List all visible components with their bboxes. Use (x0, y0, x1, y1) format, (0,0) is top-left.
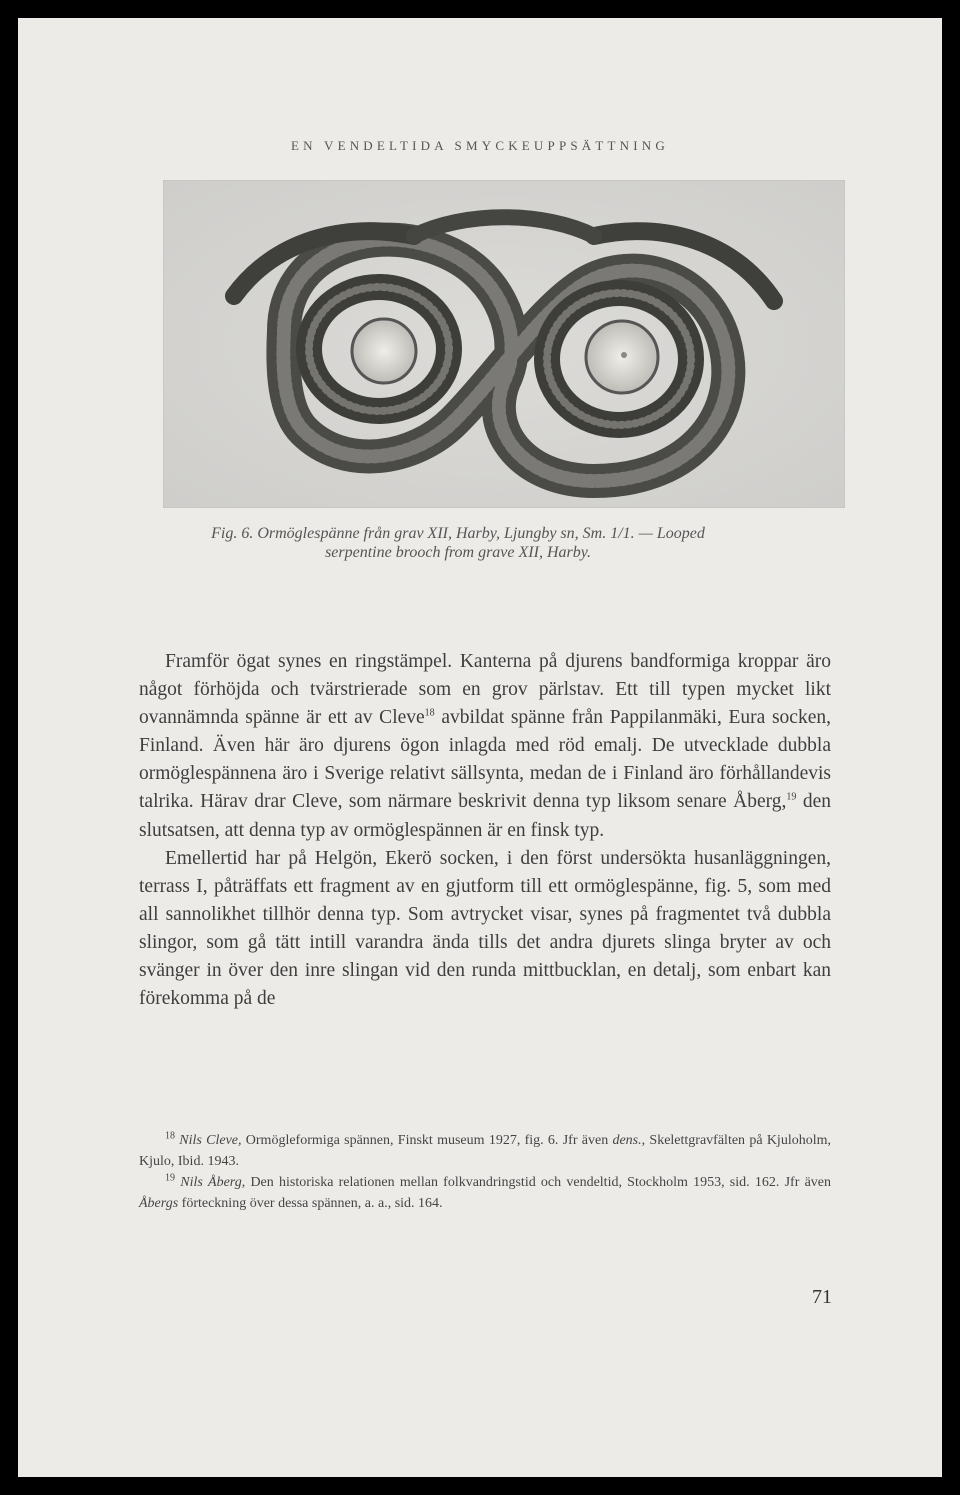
caption-swedish: Fig. 6. Ormöglespänne från grav XII, Harby, Ljungby sn, Sm. 1/1. (211, 525, 635, 542)
paragraph-1-part-b: avbildat spänne från Pappilanmäki, Eura socken, Finland. Även här äro djurens ögon inlagda med röd emalj. De utvecklade dubbla ormöglespännena äro i Sverige relativt sällsynta, medan de i Finland äro förhållandevis talrika. Härav drar Cleve, som närmare beskrivit denna typ liksom senare Åberg, (139, 707, 831, 813)
footnote-italic: dens. (612, 1133, 642, 1148)
book-page (18, 18, 942, 1477)
page-number: 71 (812, 1286, 832, 1308)
paragraph-2: Emellertid har på Helgön, Ekerö socken, i den först undersökta husanläggningen, terrass I, påträffats ett fragment av en gjutform till ett ormöglespänne, fig. 5, som med all sannolikhet tillhör denna typ. Som avtrycket visar, synes på fragmentet två dubbla slingor, som gå tätt intill varandra ända tills det andra djurets slinga bryter av och svänger in över den inre slingan vid den runda mittbucklan, en detalj, som enbart kan förekomma på de (139, 847, 831, 1010)
figure-caption (193, 524, 723, 562)
brooch-photo (163, 180, 845, 508)
footnote-number: 18 (165, 1130, 175, 1142)
paragraph-1-part-a: Framför ögat synes en ringstämpel. Kanterna på djurens bandformiga kroppar äro något förhöjda och tvärstrierade som en grov pärlstav. Ett till typen mycket likt ovannämnda spänne är ett av Cleve (139, 651, 831, 729)
footnote-text: Ormögleformiga spännen, Finskt museum 1927, fig. 6. Jfr även (241, 1133, 613, 1148)
caption-english: Looped serpentine brooch from grave XII, Harby. (325, 525, 705, 561)
footnote-italic: Åbergs (139, 1196, 179, 1211)
footnote-author: Nils Åberg, (180, 1175, 246, 1190)
footnote-18 (139, 1130, 831, 1172)
footnote-number: 19 (165, 1172, 175, 1184)
body-text (139, 648, 831, 1013)
footnote-text-end: , Skelettgravfälten på Kjuloholm, Kjulo, Ibid. 1943. (139, 1133, 831, 1169)
footnote-text: Den historiska relationen mellan folkvandringstid och vendeltid, Stockholm 1953, sid. 162. Jfr även (245, 1175, 832, 1190)
paragraph-1-part-c: den slutsatsen, att denna typ av ormöglespännen är en finsk typ. (139, 791, 832, 841)
footnote-ref-19[interactable]: 19 (786, 791, 797, 803)
footnote-ref-18[interactable]: 18 (424, 707, 435, 719)
footnote-author: Nils Cleve, (179, 1133, 242, 1148)
serpentine-brooch-image (164, 181, 844, 507)
paragraph-1 (139, 648, 831, 845)
footnote-text-end: förteckning över dessa spännen, a. a., sid. 164. (178, 1196, 443, 1211)
footnote-19 (139, 1172, 831, 1214)
running-header: EN VENDELTIDA SMYCKEUPPSÄTTNING (291, 138, 669, 153)
caption-separator: — (634, 525, 657, 542)
footnotes (139, 1130, 831, 1214)
